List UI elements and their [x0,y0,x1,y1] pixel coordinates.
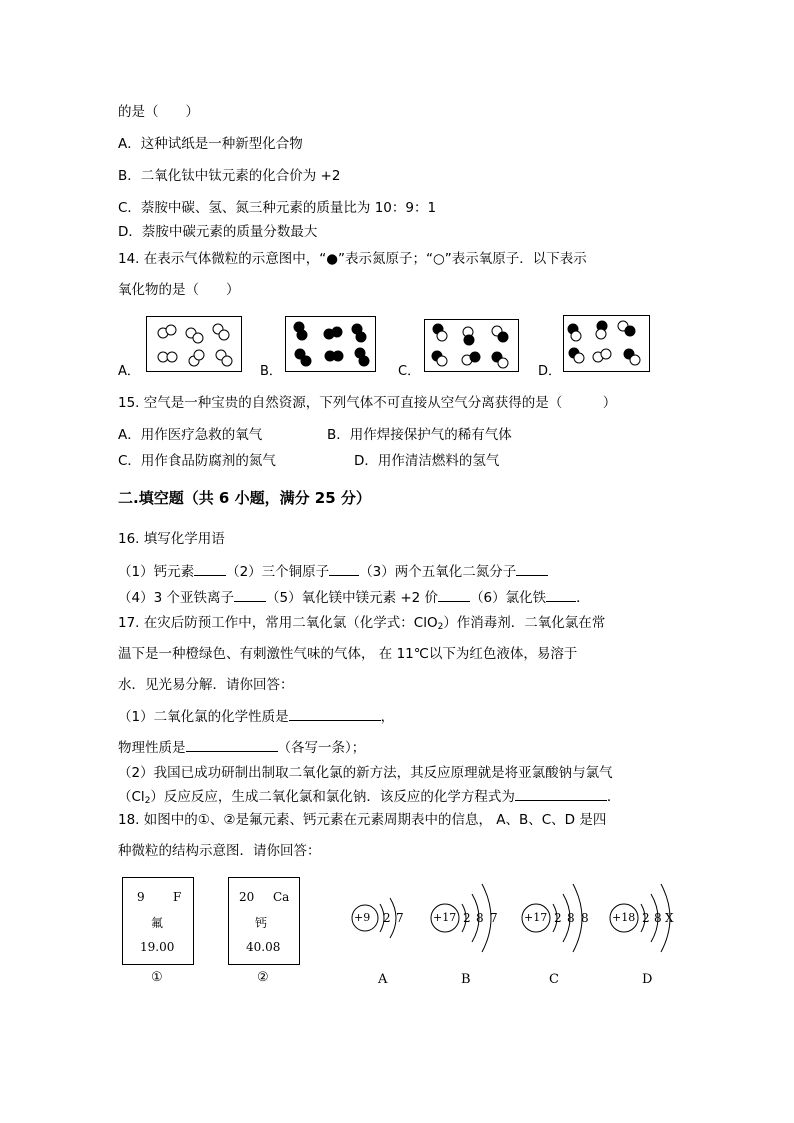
molecule-diagram-d [564,316,649,371]
q17-line5-end: （各写一条）； [277,740,366,756]
q16-answer-blank-3[interactable] [516,561,548,576]
q14-label-b[interactable]: B． [260,364,282,379]
shell-electrons: 8 [654,911,662,925]
element-symbol: Ca [273,890,290,904]
q17-formula-main: ClO [413,615,438,631]
q13-option-c[interactable]: C．萘胺中碳、氢、氮三种元素的质量比为 10：9：1 [118,200,437,216]
q17-line7 [118,786,620,811]
shell-electrons: 7 [490,911,498,925]
nucleus-charge: +17 [524,911,548,924]
q17-line4 [118,706,394,727]
q17-line5 [118,737,365,758]
element-name: 氟 [151,916,164,930]
element-name: 钙 [255,916,268,930]
q17-line7-end: ． [606,789,621,805]
shell-electrons: 2 [383,911,391,925]
section-heading: 二.填空题（共 6 小题，满分 25 分） [118,489,371,507]
shell-electrons: 2 [463,911,471,925]
q16-row2 [118,587,590,608]
q16-answer-blank-5[interactable] [438,587,470,602]
q14-stem-line1: 14. 在表示气体微粒的示意图中，“●”表示氮原子；“○”表示氧原子．以下表示 [118,251,587,267]
q16-answer-blank-2[interactable] [329,561,359,576]
shell-electrons: 8 [476,911,484,925]
q16-row-end: ． [576,590,590,606]
element-atomic-mass: 19.00 [140,940,175,954]
shell-electrons: 7 [396,911,404,925]
q13-option-d[interactable]: D．萘胺中碳元素的质量分数最大 [118,224,318,240]
q16-part3-label: （3）两个五氧化二氮分子 [359,564,517,580]
q17-chem-property-label: （1）二氧化氯的化学性质是 [118,709,289,725]
q14-figure-c [424,319,519,372]
q14-label-d[interactable]: D． [538,364,562,379]
molecule-diagram-a [147,317,241,371]
q17-line2: 温下是一种橙绿色、有刺激性气味的气体， 在 11℃以下为红色液体，易溶于 [118,646,578,662]
q17-phys-property-label: 物理性质是 [118,740,186,756]
q17-line3: 水．见光易分解．请你回答： [118,677,294,693]
q16-part5-label: （5）氧化镁中镁元素 +2 价 [265,590,439,606]
nucleus-charge: +17 [433,911,457,924]
shell-electrons: 8 [581,911,589,925]
q16-part4-label: （4）3 个亚铁离子 [118,590,234,606]
q14-figure-d [563,315,650,372]
element-atomic-number: 9 [137,890,145,904]
nucleus-charge: +9 [354,911,371,924]
q17-line1 [118,613,605,637]
q17-answer-blank-chem[interactable] [289,706,381,721]
q17-formula-sub: 2 [437,622,444,632]
q17-line6: （2）我国已成功研制出制取二氧化氯的新方法，其反应原理就是将亚氯酸钠与氯气 [118,765,613,781]
q14-figure-b [285,316,376,372]
q16-answer-blank-6[interactable] [546,587,576,602]
q17-line1-start: 17. 在灾后防预工作中，常用二氧化氯（化学式： [118,615,414,631]
shell-electrons: 2 [554,911,562,925]
q16-answer-blank-4[interactable] [234,587,266,602]
molecule-diagram-c [425,320,518,371]
element-atomic-mass: 40.08 [246,940,281,954]
card-caption-1: ① [151,970,163,985]
shell-electrons: 8 [567,911,575,925]
q16-part6-label: （6）氯化铁 [470,590,547,606]
q17-answer-blank-equation[interactable] [515,786,607,801]
q14-figure-a [146,316,242,372]
q16-part2-label: （2）三个铜原子 [226,564,330,580]
q15-stem: 15. 空气是一种宝贵的自然资源，下列气体不可直接从空气分离获得的是（ ） [118,395,617,411]
q13-option-b[interactable]: B．二氧化钛中钛元素的化合价为 +2 [118,168,341,184]
q18-line1: 18. 如图中的①、②是氟元素、钙元素在元素周期表中的信息， A、B、C、D 是四 [118,812,607,828]
q14-stem-line2: 氧化物的是（ ） [118,282,240,298]
q15-option-d[interactable]: D．用作清洁燃料的氢气 [354,453,500,469]
atom-caption-a: A [378,972,388,987]
q17-line4-end: ， [380,709,395,725]
q17-cl-start: （Cl [118,789,145,805]
atom-caption-b: B [461,972,471,987]
q16-answer-blank-1[interactable] [194,561,226,576]
q13-stem-end: 的是（ ） [118,104,199,120]
atom-caption-c: C [549,972,559,987]
q17-line7-text: ）反应反应，生成二氧化氯和氯化钠．该反应的化学方程式为 [150,789,515,805]
q16-row1 [118,561,548,582]
q16-part1-label: （1）钙元素 [118,564,195,580]
shell-electrons: 2 [642,911,650,925]
q14-label-a[interactable]: A． [118,364,140,379]
q15-option-b[interactable]: B．用作焊接保护气的稀有气体 [327,427,512,443]
q13-option-a[interactable]: A．这种试纸是一种新型化合物 [118,136,303,152]
q17-line1-end: ）作消毒剂．二氧化氯在常 [443,615,606,631]
card-caption-2: ② [257,970,269,985]
element-card-calcium [228,877,300,965]
q15-option-a[interactable]: A．用作医疗急救的氧气 [118,427,263,443]
shell-electrons: X [665,911,674,925]
nucleus-charge: +18 [612,911,636,924]
q18-line2: 种微粒的结构示意图．请你回答： [118,843,321,859]
atom-caption-d: D [642,972,653,987]
q15-option-c[interactable]: C．用作食品防腐剂的氮气 [118,453,276,469]
element-atomic-number: 20 [239,890,255,904]
q17-answer-blank-phys[interactable] [186,737,278,752]
element-card-fluorine [122,877,194,965]
q16-stem: 16. 填写化学用语 [118,531,225,547]
molecule-diagram-b [286,317,375,371]
q17-cl-sub: 2 [144,796,151,806]
q17-formula [414,615,444,631]
q14-label-c[interactable]: C． [398,364,421,379]
element-symbol: F [173,890,182,904]
